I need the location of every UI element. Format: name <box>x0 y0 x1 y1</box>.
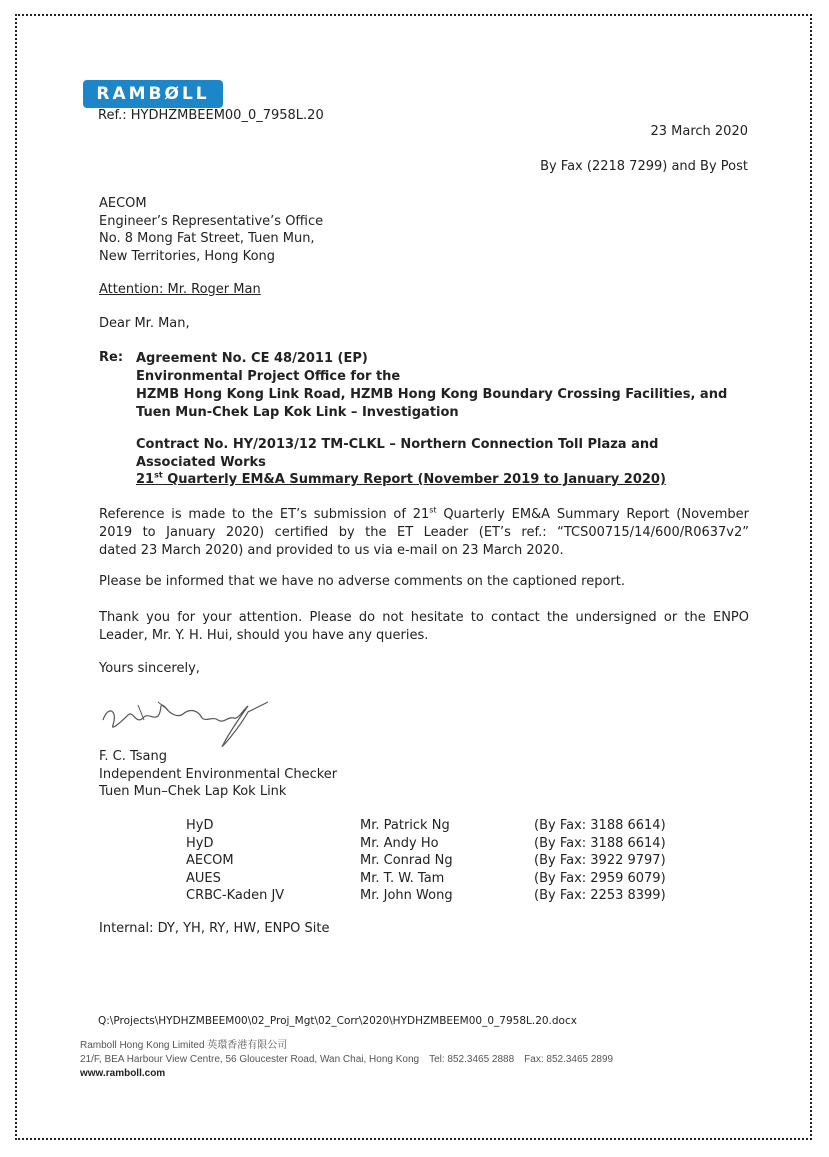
address-line: New Territories, Hong Kong <box>99 248 276 264</box>
paragraph-line: dated 23 March 2020) and provided to us via e-mail on 23 March 2020. <box>99 543 564 558</box>
signature-image <box>98 690 278 750</box>
cc-organization: CRBC-Kaden JV <box>186 888 285 903</box>
signer-title: Independent Environmental Checker <box>99 766 338 782</box>
cc-row <box>186 852 666 870</box>
body-paragraph-comments: Please be informed that we have no adverse comments on the captioned report. <box>99 574 625 589</box>
paragraph-line <box>99 506 749 524</box>
cc-person: Mr. Andy Ho <box>360 835 439 851</box>
paragraph-line: Leader, Mr. Y. H. Hui, should you have any queries. <box>99 628 429 643</box>
closing: Yours sincerely, <box>99 661 200 676</box>
file-path: Q:\Projects\HYDHZMBEEM00\02_Proj_Mgt\02_Corr\2020\HYDHZMBEEM00_0_7958L.20.docx <box>98 1015 577 1027</box>
cc-organization: HyD <box>186 818 214 833</box>
salutation: Dear Mr. Man, <box>99 316 190 331</box>
ramboll-logo: RAMBØLL <box>83 80 223 108</box>
company-name: Ramboll Hong Kong Limited 英環香港有限公司 <box>80 1040 288 1051</box>
cc-row <box>186 870 666 888</box>
subject-line: Agreement No. CE 48/2011 (EP) <box>136 351 368 366</box>
signer-block <box>99 748 337 801</box>
company-website-link[interactable]: www.ramboll.com <box>80 1068 166 1079</box>
company-address-line <box>80 1053 613 1067</box>
cc-fax: (By Fax: 2253 8399) <box>534 888 666 903</box>
company-fax: Fax: 852.3465 2899 <box>524 1054 614 1065</box>
company-tel: Tel: 852.3465 2888 <box>429 1054 515 1065</box>
body-paragraph-reference <box>99 506 749 560</box>
subject-heading <box>136 350 727 422</box>
internal-distribution: Internal: DY, YH, RY, HW, ENPO Site <box>99 921 330 936</box>
subject-label: Re: <box>99 350 124 365</box>
company-footer <box>80 1039 613 1081</box>
delivery-method: By Fax (2218 7299) and By Post <box>540 159 748 174</box>
cc-person: Mr. Conrad Ng <box>360 853 453 868</box>
reference-number: Ref.: HYDHZMBEEM00_0_7958L.20 <box>98 108 324 123</box>
contract-heading <box>136 436 666 489</box>
cc-fax: (By Fax: 3922 9797) <box>534 853 666 868</box>
paragraph-line: Thank you for your attention. Please do not hesitate to contact the undersigned or the ENPO <box>99 610 749 625</box>
contract-line: Contract No. HY/2013/12 TM-CLKL – Northern Connection Toll Plaza and <box>136 437 659 452</box>
text: Quarterly EM&A Summary Report (November <box>436 507 749 522</box>
cc-person: Mr. T. W. Tam <box>360 870 445 886</box>
ordinal-suffix: st <box>429 505 437 515</box>
subject-line: Tuen Mun-Chek Lap Kok Link – Investigation <box>136 405 459 420</box>
report-title-text: Quarterly EM&A Summary Report (November 2019 to January 2020) <box>162 472 666 487</box>
cc-fax: (By Fax: 3188 6614) <box>534 835 666 851</box>
cc-row <box>186 887 666 905</box>
recipient-address <box>99 195 323 265</box>
cc-fax: (By Fax: 2959 6079) <box>534 870 666 886</box>
cc-row <box>186 835 666 853</box>
letter-date: 23 March 2020 <box>650 124 748 139</box>
cc-person: Mr. Patrick Ng <box>360 818 450 833</box>
company-address: 21/F, BEA Harbour View Centre, 56 Gloucester Road, Wan Chai, Hong Kong <box>80 1054 420 1065</box>
cc-fax: (By Fax: 3188 6614) <box>534 818 666 833</box>
address-line: No. 8 Mong Fat Street, Tuen Mun, <box>99 231 315 246</box>
report-title <box>136 471 666 489</box>
cc-organization: HyD <box>186 835 214 851</box>
report-number: 21 <box>136 472 155 487</box>
cc-list <box>186 817 666 905</box>
subject-line: HZMB Hong Kong Link Road, HZMB Hong Kong Boundary Crossing Facilities, and <box>136 387 728 402</box>
address-line: Engineer’s Representative’s Office <box>99 213 324 229</box>
cc-organization: AECOM <box>186 853 234 868</box>
ordinal-suffix: st <box>154 470 163 480</box>
subject-line: Environmental Project Office for the <box>136 369 401 384</box>
paragraph-line: 2019 to January 2020) certified by the ET Leader (ET’s ref.: “TCS00715/14/600/R0637v2” <box>99 525 749 540</box>
text: Reference is made to the ET’s submission of 21 <box>99 507 430 522</box>
attention-line: Attention: Mr. Roger Man <box>99 282 261 297</box>
cc-person: Mr. John Wong <box>360 888 453 903</box>
contract-line: Associated Works <box>136 454 266 470</box>
address-line: AECOM <box>99 196 147 211</box>
cc-organization: AUES <box>186 870 221 886</box>
signer-project: Tuen Mun–Chek Lap Kok Link <box>99 784 287 799</box>
body-paragraph-contact <box>99 609 749 645</box>
signer-name: F. C. Tsang <box>99 749 168 764</box>
cc-row <box>186 817 666 835</box>
